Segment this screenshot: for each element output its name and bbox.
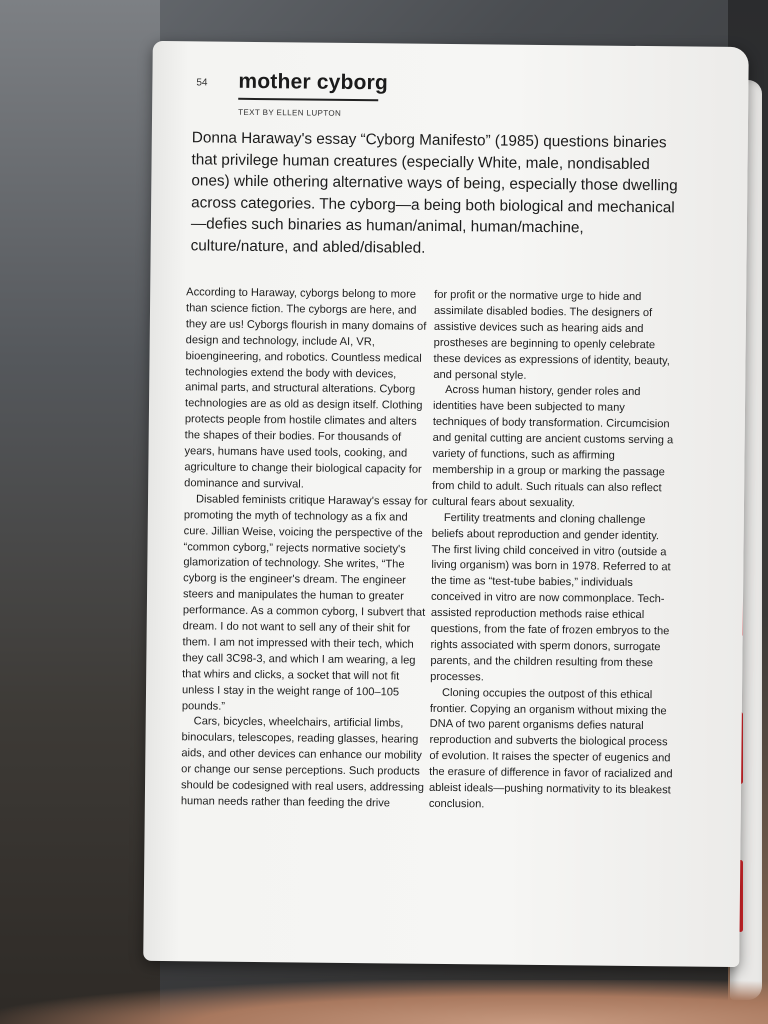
intro-paragraph: Donna Haraway's essay “Cyborg Manifesto” (1985) questions binaries that privilege human creatures (especially White, male, nondisabled ones) while othering alternative ways of being, especially those dwelling across categories. The cyborg—a being both biological and mechanical—defies such binaries as human/animal, human/machine, culture/nature, and abled/disabled. <box>190 129 678 257</box>
body-paragraph: According to Haraway, cyborgs belong to more than science fiction. The cyborgs are here, and they are us! Cyborgs flourish in many domains of design and technology, include AI, VR, bioengineering, and robotics. Countless medical technologies extend the body with devices, animal parts, and structural alterations. Cyborg technologies are as old as design itself. Clothing protects people from hostile climates and alters the shapes of their bodies. For thousands of years, humans have used tools, cooking, and agriculture to change their biological capacity for dominance and survival. <box>184 286 427 491</box>
body-paragraph: Cars, bicycles, wheelchairs, artificial limbs, binoculars, telescopes, reading glasses, hearing aids, and other devices can enhance our mobility or change our sense perceptions. Such products should be codesigned with real users, addressing human needs rather than feeding the drive <box>180 715 425 810</box>
body-paragraph: Across human history, gender roles and identities have been subjected to many techniques of body transformation. Circumcision and genital cutting are ancient customs serving a variety of functions, such as affirming membership in a group or marking the passage from child to adult. Such rituals can also reflect cultural fears about sexuality. <box>431 384 674 510</box>
body-paragraph: for profit or the normative urge to hide and assimilate disabled bodies. The designers of assistive devices such as hearing aids and prostheses are beginning to openly celebrate these devices as expressions of identity, beauty, and personal style. <box>433 288 670 382</box>
hand-holding-book <box>0 980 768 1024</box>
body-paragraph: Fertility treatments and cloning challenge beliefs about reproduction and gender identity. The first living child conceived in vitro (outside a living organism) was born in 1978. Referred to at the time as “test-tube babies,” individuals conceived in vitro are now commonplace. Tech-assisted reproduction methods raise ethical questions, from the fate of frozen embryos to the rights associated with sperm donors, surrogate parents, and the children resulting from these processes. <box>430 511 671 684</box>
body-paragraph: Disabled feminists critique Haraway's essay for promoting the myth of technology as a fix and cure. Jillian Weise, voicing the perspective of the “common cyborg,” rejects normative society's glamorization of technology. She writes, “The cyborg is the engineer's dream. The engineer steers and manipulates the human to greater performance. As a common cyborg, I subvert that dream. I do not want to sell any of their shit for them. I am not impressed with their tech, which they call 3C98-3, and which I am wearing, a leg that whirs and clicks, a socket that will not fit unless I stay in the weight range of 100–105 pounds.” <box>181 493 428 713</box>
title-underline <box>238 98 378 101</box>
right-column <box>429 288 678 815</box>
body-paragraph: Cloning occupies the outpost of this ethical frontier. Copying an organism without mixing the DNA of two parent organisms defies natural reproduction and subverts the biological process of evolution. It raises the specter of eugenics and the erasure of difference in favor of racialized and ableist ideals—pushing normativity to its bleakest conclusion. <box>428 686 673 811</box>
page-number: 54 <box>196 77 208 89</box>
book-page <box>143 41 749 967</box>
article-title: mother cyborg <box>238 69 389 95</box>
byline: TEXT BY ELLEN LUPTON <box>238 107 342 118</box>
background-left <box>0 0 160 1024</box>
left-column <box>181 285 430 812</box>
